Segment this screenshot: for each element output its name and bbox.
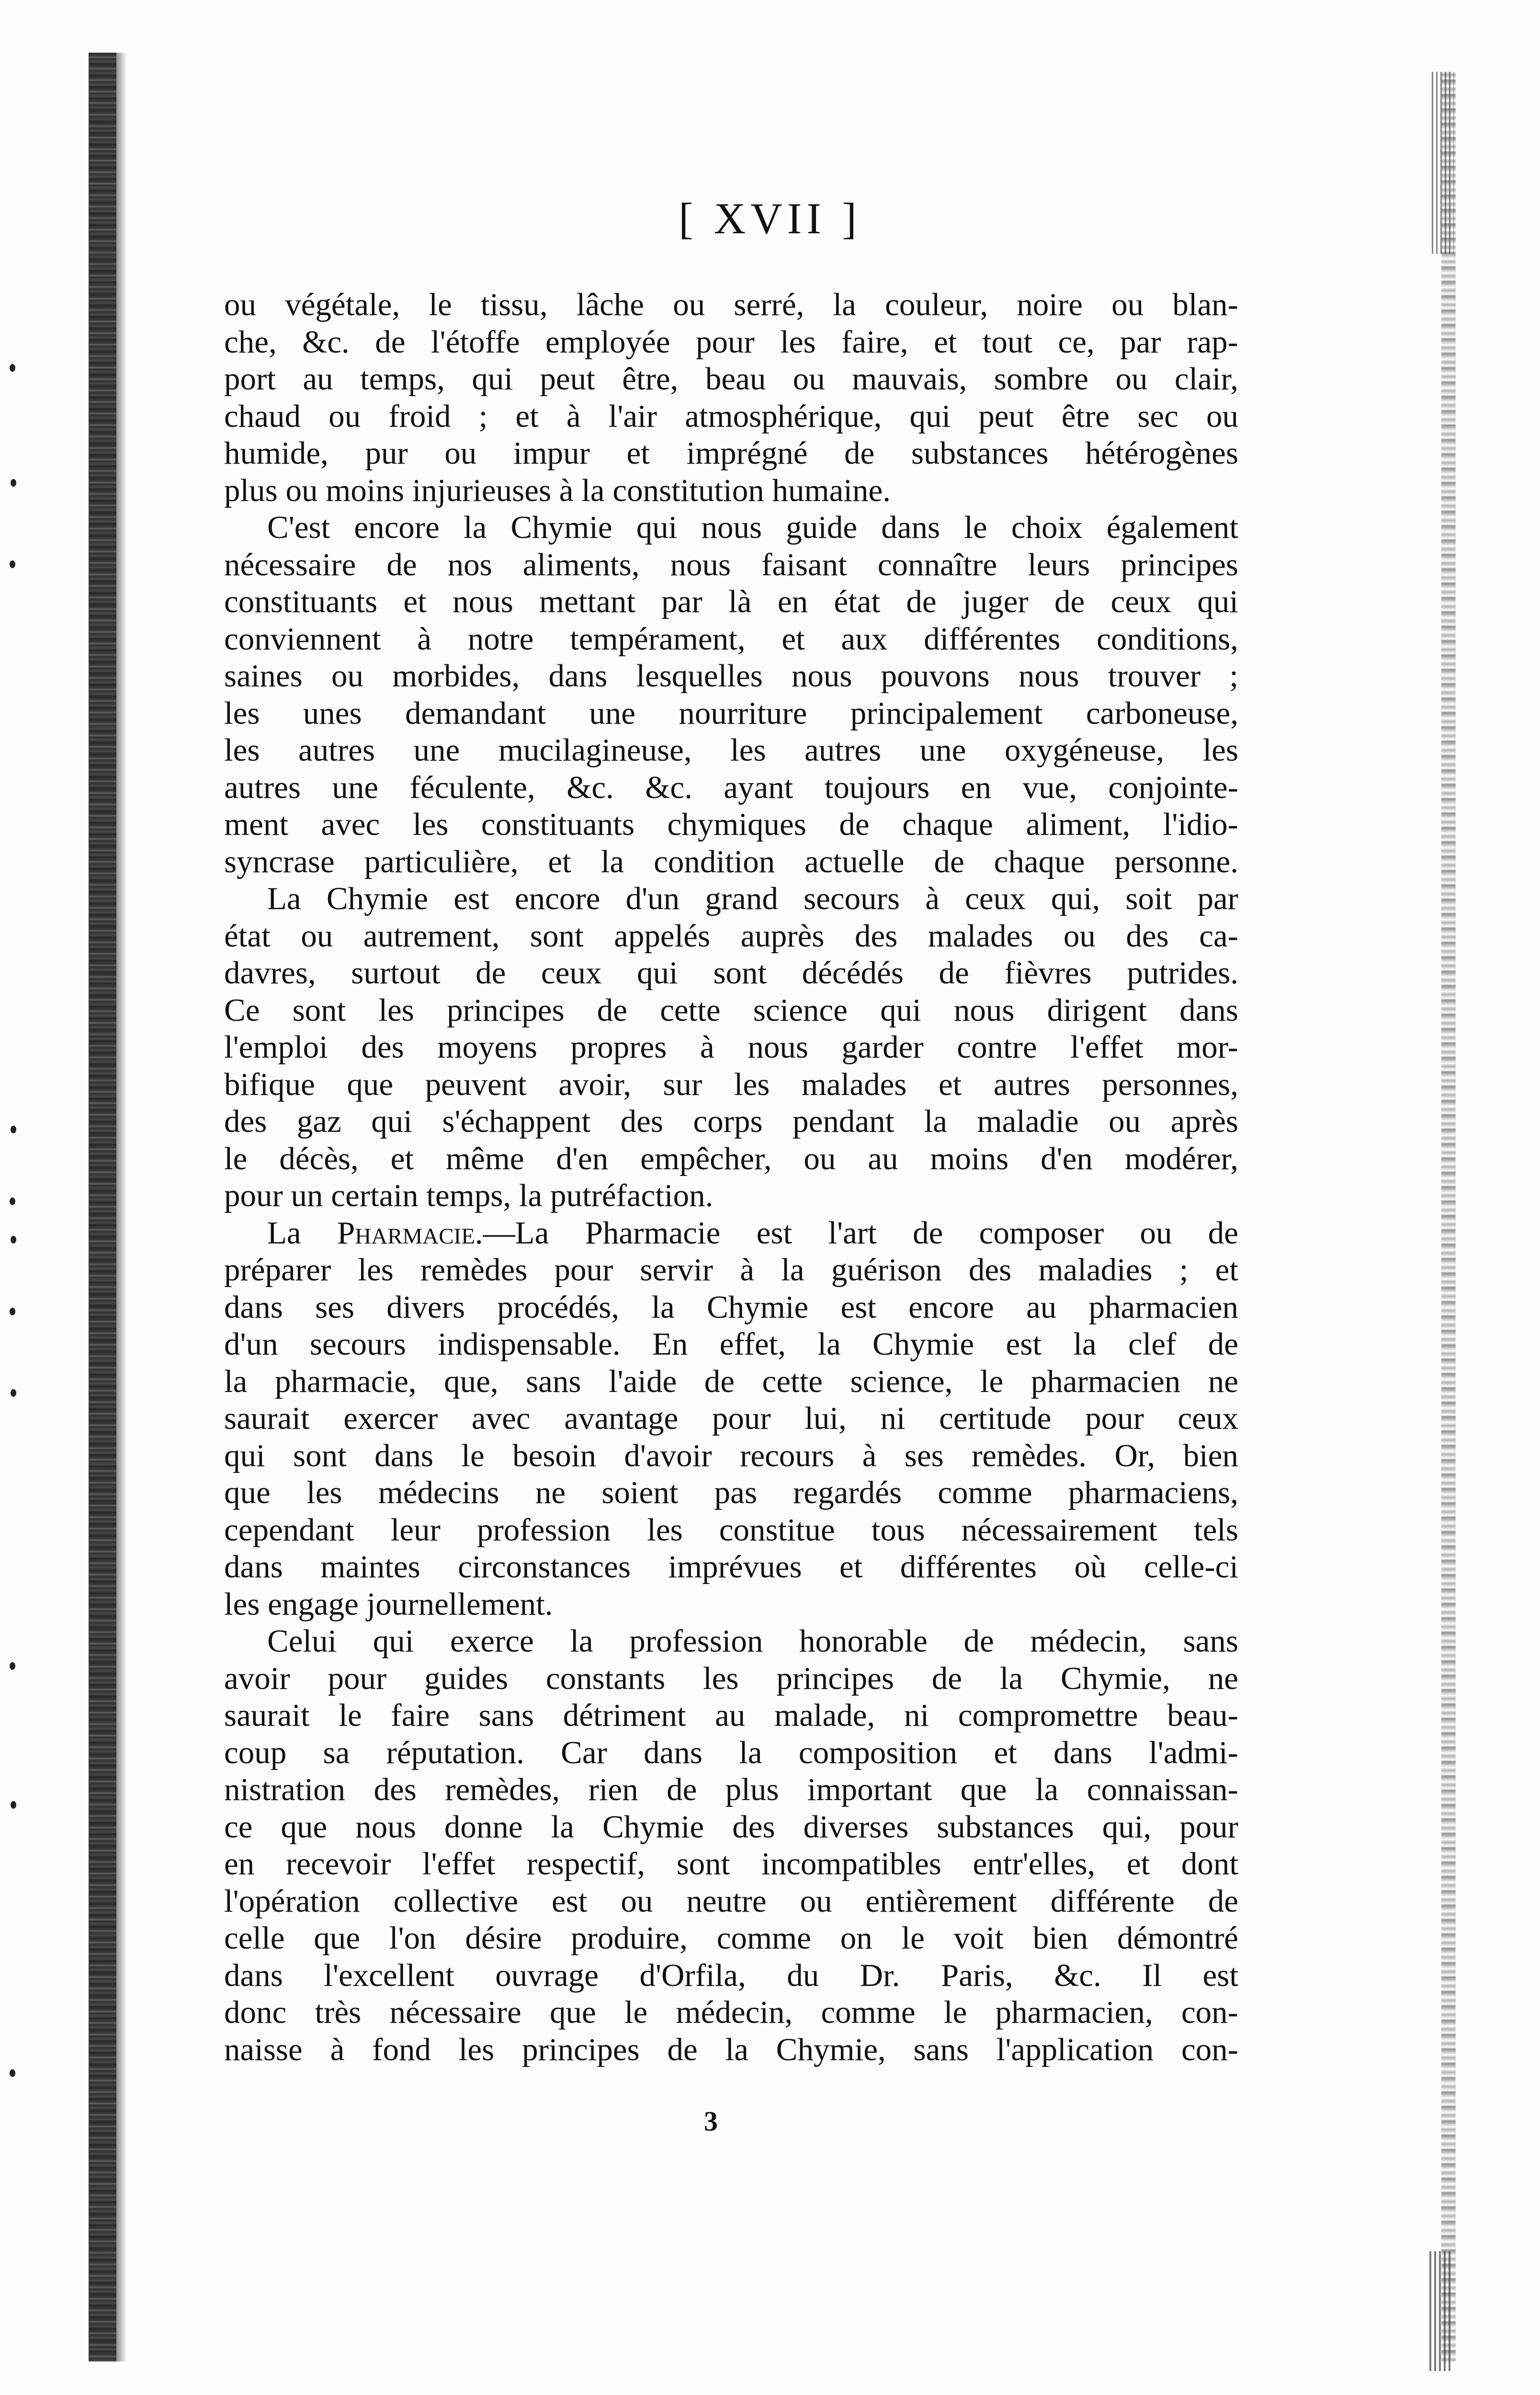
text-line: saines ou morbides, dans lesquelles nous pouvons nous trouver ; [224, 658, 1238, 694]
text-line: Ce sont les principes de cette science qui nous dirigent dans [224, 992, 1238, 1028]
margin-speck [11, 1126, 16, 1133]
text-line: davres, surtout de ceux qui sont décédés de fièvres putrides. [224, 955, 1238, 991]
text-line: ou végétale, le tissu, lâche ou serré, la couleur, noire ou blan- [224, 287, 1238, 322]
text-line: des gaz qui s'échappent des corps pendant la maladie ou après [224, 1104, 1238, 1139]
text-line: préparer les remèdes pour servir à la guérison des maladies ; et [224, 1252, 1238, 1288]
margin-speck [10, 2069, 15, 2077]
text-line: l'opération collective est ou neutre ou entièrement différente de [224, 1883, 1238, 1919]
text-line: autres une féculente, &c. &c. ayant toujours en vue, conjointe- [224, 769, 1238, 805]
margin-speck [11, 479, 16, 487]
pharmacie-heading-line [224, 1215, 1238, 1252]
text-line: conviennent à notre tempérament, et aux différentes conditions, [224, 621, 1238, 657]
text-line: La Chymie est encore d'un grand secours à ceux qui, soit par [267, 881, 1238, 916]
text-line: dans ses divers procédés, la Chymie est encore au pharmacien [224, 1289, 1238, 1325]
text-line: le décès, et même d'en empêcher, ou au moins d'en modérer, [224, 1140, 1238, 1176]
margin-speck [10, 364, 15, 372]
pharmacie-line-before: La [267, 1215, 337, 1251]
margin-speck [10, 560, 15, 568]
text-line: Celui qui exerce la profession honorable de médecin, sans [267, 1623, 1238, 1659]
page-header-roman-numeral: [ XVII ] [679, 194, 861, 243]
text-line: plus ou moins injurieuses à la constitution humaine. [224, 472, 891, 508]
text-line: C'est encore la Chymie qui nous guide dans le choix également [267, 510, 1238, 545]
page-edge-right-bottom [1429, 2251, 1451, 2371]
text-line: en recevoir l'effet respectif, sont incompatibles entr'elles, et dont [224, 1846, 1238, 1882]
text-line: chaud ou froid ; et à l'air atmosphérique, qui peut être sec ou [224, 398, 1238, 434]
text-line: syncrase particulière, et la condition actuelle de chaque personne. [224, 844, 1238, 879]
margin-speck [10, 1308, 15, 1315]
margin-speck [10, 1198, 15, 1205]
text-line: les autres une mucilagineuse, les autres une oxygéneuse, les [224, 732, 1238, 768]
text-line: celle que l'on désire produire, comme on le voit bien démontré [224, 1920, 1238, 1956]
text-line: saurait exercer avec avantage pour lui, ni certitude pour ceux [224, 1401, 1238, 1436]
text-line: nistration des remèdes, rien de plus important que la connaissan- [224, 1772, 1238, 1807]
margin-speck [10, 1662, 15, 1670]
text-line: ment avec les constituants chymiques de chaque aliment, l'idio- [224, 807, 1238, 842]
text-line: saurait le faire sans détriment au malade, ni compromettre beau- [224, 1698, 1238, 1733]
binding-shadow [116, 53, 127, 2361]
text-line: les unes demandant une nourriture principalement carboneuse, [224, 695, 1238, 731]
text-line: constituants et nous mettant par là en état de juger de ceux qui [224, 584, 1238, 619]
text-line: humide, pur ou impur et imprégné de substances hétérogènes [224, 435, 1238, 471]
text-line: état ou autrement, sont appelés auprès des malades ou des ca- [224, 918, 1238, 954]
pharmacie-line-after: .—La Pharmacie est l'art de composer ou de [475, 1215, 1238, 1251]
text-line: dans maintes circonstances imprévues et différentes où celle-ci [224, 1549, 1238, 1585]
text-line: l'emploi des moyens propres à nous garder contre l'effet mor- [224, 1029, 1238, 1065]
pharmacie-small-caps: Pharmacie [337, 1215, 475, 1251]
text-line: que les médecins ne soient pas regardés comme pharmaciens, [224, 1475, 1238, 1510]
text-line: che, &c. de l'étoffe employée pour les faire, et tout ce, par rap- [224, 324, 1238, 360]
text-line: qui sont dans le besoin d'avoir recours à ses remèdes. Or, bien [224, 1437, 1238, 1473]
text-line: la pharmacie, que, sans l'aide de cette science, le pharmacien ne [224, 1363, 1238, 1399]
text-line: les engage journellement. [224, 1586, 553, 1622]
text-line: ce que nous donne la Chymie des diverses substances qui, pour [224, 1809, 1238, 1845]
text-line: coup sa réputation. Car dans la composition et dans l'admi- [224, 1734, 1238, 1770]
text-line: d'un secours indispensable. En effet, la Chymie est la clef de [224, 1326, 1238, 1362]
text-line: bifique que peuvent avoir, sur les malades et autres personnes, [224, 1066, 1238, 1102]
signature-mark: 3 [704, 2106, 718, 2137]
text-line: dans l'excellent ouvrage d'Orfila, du Dr. Paris, &c. Il est [224, 1957, 1238, 1993]
text-line: nécessaire de nos aliments, nous faisant connaître leurs principes [224, 547, 1238, 582]
page-edge-right [1441, 72, 1456, 2361]
text-line: pour un certain temps, la putréfaction. [224, 1178, 713, 1213]
margin-speck [11, 1389, 16, 1397]
text-line: donc très nécessaire que le médecin, comme le pharmacien, con- [224, 1995, 1238, 2030]
margin-speck [11, 1801, 16, 1809]
text-line: cependant leur profession les constitue tous nécessairement tels [224, 1512, 1238, 1548]
body-text [224, 286, 1238, 2068]
text-line: avoir pour guides constants les principes de la Chymie, ne [224, 1660, 1238, 1696]
text-line: port au temps, qui peut être, beau ou mauvais, sombre ou clair, [224, 361, 1238, 397]
book-binding-edge [89, 53, 116, 2361]
margin-speck [11, 1236, 16, 1243]
text-line: naisse à fond les principes de la Chymie, sans l'application con- [224, 2031, 1238, 2067]
